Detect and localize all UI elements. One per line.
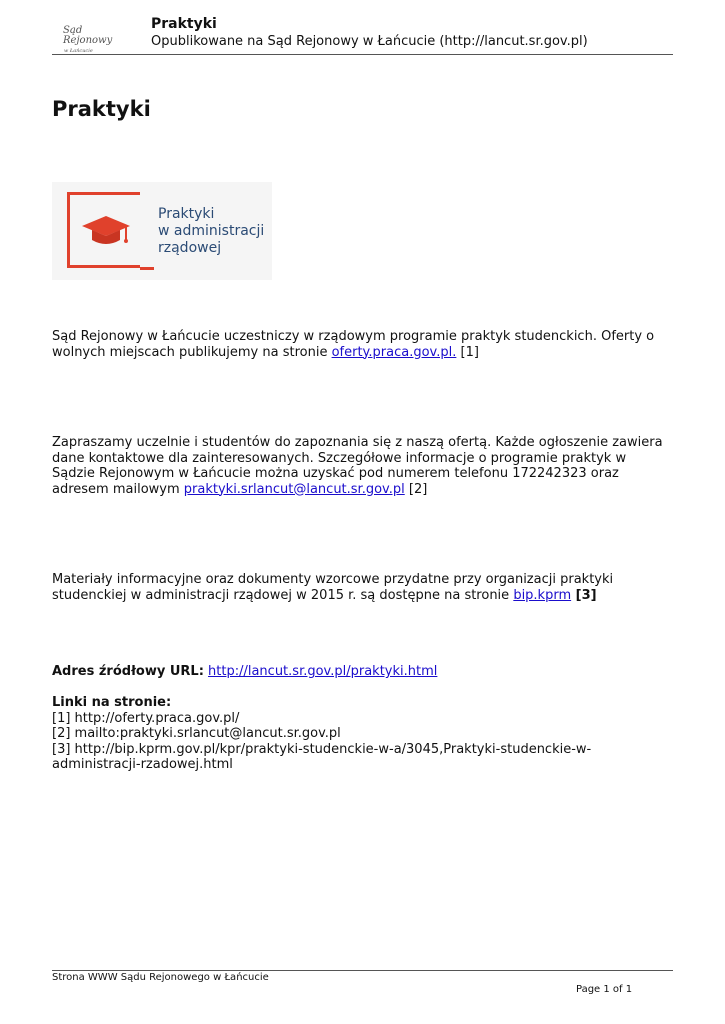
header-title: Praktyki: [151, 16, 217, 32]
p2-ref: [2]: [404, 481, 428, 497]
p3-text: Materiały informacyjne oraz dokumenty wzorcowe przydatne przy organizacji praktyki studenckiej w administracji rządowej w 2015 r. są dostępne na stronie: [52, 572, 614, 603]
header-subtitle: Opublikowane na Sąd Rejonowy w Łańcucie (http://lancut.sr.gov.pl): [151, 34, 588, 49]
p3-ref: [3]: [571, 587, 597, 603]
page-number: Page 1 of 1: [576, 984, 633, 995]
source-label: Adres źródłowy URL:: [52, 664, 204, 679]
logo-line2: w Łańcucie: [64, 48, 93, 54]
p2-text: Zapraszamy uczelnie i studentów do zapoznania się z naszą ofertą. Każde ogłoszenie zawiera dane kontaktowe dla zainteresowanych. Szczegółowe informacje o programie praktyk w Sądzie Rejonowym w Łańcucie można uzyskać pod numerem telefonu 172242323 oraz adresem mailowym: [52, 435, 663, 497]
link-item-2: [2] mailto:praktyki.srlancut@lancut.sr.gov.pl: [52, 726, 341, 741]
graduation-cap-icon: [80, 212, 132, 252]
bip-kprm-link[interactable]: bip.kprm: [513, 587, 572, 603]
p1-text: Sąd Rejonowy w Łańcucie uczestniczy w rządowym programie praktyk studenckich. Oferty o wolnych miejscach publikujemy na stronie: [52, 329, 655, 360]
banner-line1: Praktyki: [158, 206, 215, 222]
p1-ref: [1]: [456, 344, 479, 360]
email-link[interactable]: praktyki.srlancut@lancut.sr.gov.pl: [183, 481, 405, 497]
footer-site-name: Strona WWW Sądu Rejonowego w Łańcucie: [52, 972, 269, 983]
page-links-section: [52, 695, 672, 773]
offers-link[interactable]: oferty.praca.gov.pl.: [331, 344, 457, 360]
paragraph-materials: [52, 572, 672, 603]
paragraph-offers: [52, 329, 672, 360]
links-label: Linki na stronie:: [52, 695, 172, 710]
banner-line3: rządowej: [158, 240, 222, 256]
source-url-line: [52, 664, 672, 680]
banner-text: [158, 206, 264, 257]
court-logo: [52, 26, 132, 52]
link-item-3: [3] http://bip.kprm.gov.pl/kpr/praktyki-studenckie-w-a/3045,Praktyki-studenckie-w-administracji-rzadowej.html: [52, 741, 592, 772]
paragraph-contact: [52, 435, 672, 497]
footer-divider: [52, 970, 673, 971]
internship-banner: [52, 182, 272, 280]
header-divider: [52, 54, 673, 55]
source-url-link[interactable]: http://lancut.sr.gov.pl/praktyki.html: [208, 664, 438, 679]
logo-line1: Sąd Rejonowy: [63, 25, 113, 46]
link-item-1: [1] http://oferty.praca.gov.pl/: [52, 710, 240, 726]
page-title: Praktyki: [52, 97, 151, 121]
banner-line2: w administracji: [158, 223, 265, 239]
